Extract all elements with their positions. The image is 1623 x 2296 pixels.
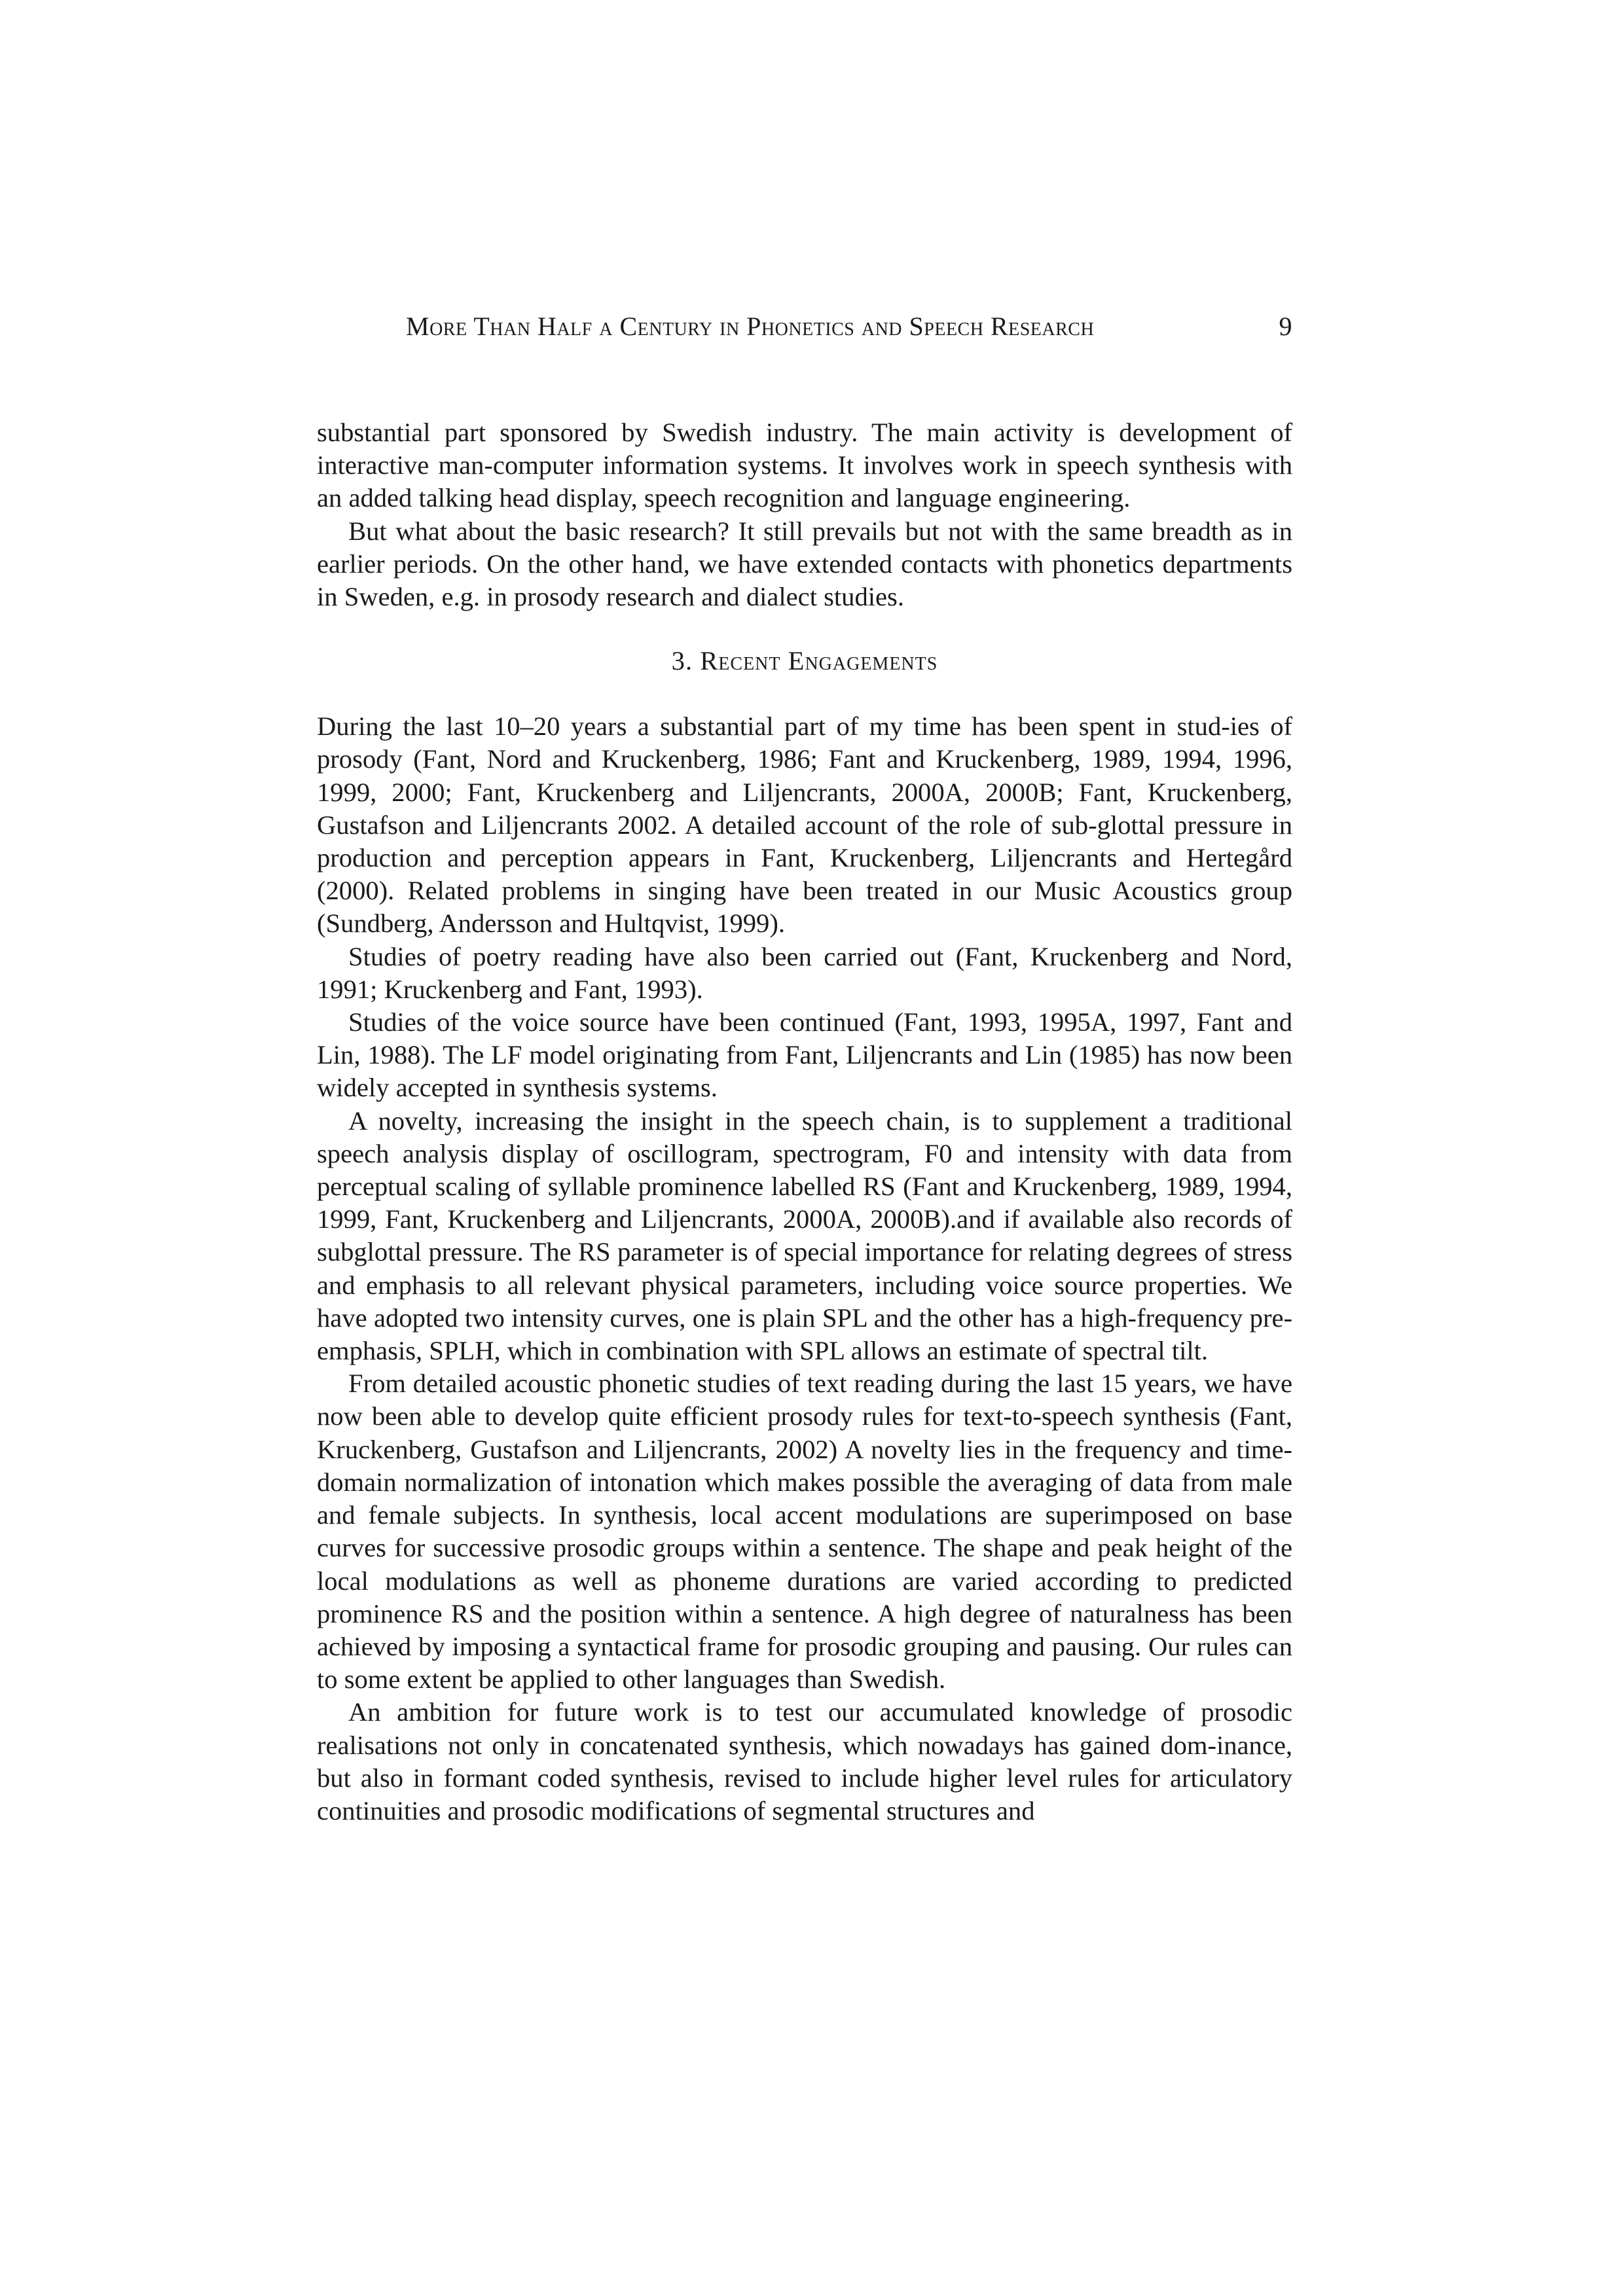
book-page (317, 311, 1292, 1827)
paragraph: From detailed acoustic phonetic studies of text reading during the last 15 years, we have now been able to develop quite efficient prosody rules for text-to-speech synthesis (Fant, Kruckenberg, Gustafson and Liljencrants, 2002) A novelty lies in the frequency and time-domain normalization of intonation which makes possible the averaging of data from male and female subjects. In synthesis, local accent modulations are superimposed on base curves for successive prosodic groups within a sentence. The shape and peak height of the local modulations as well as phoneme durations are varied according to predicted prominence RS and the position within a sentence. A high degree of naturalness has been achieved by imposing a syntactical frame for prosodic grouping and pausing. Our rules can to some extent be applied to other languages than Swedish. (317, 1369, 1292, 1695)
paragraph: substantial part sponsored by Swedish industry. The main activity is development of interactive man-computer information systems. It involves work in speech synthesis with an added talking head display, speech recognition and language engineering. (317, 418, 1292, 513)
paragraph: During the last 10–20 years a substantial part of my time has been spent in stud-ies of prosody (Fant, Nord and Kruckenberg, 1986; Fant and Kruckenberg, 1989, 1994, 1996, 1999, 2000; Fant, Kruckenberg and Liljencrants, 2000A, 2000B; Fant, Kruckenberg, Gustafson and Liljencrants 2002. A detailed account of the role of sub-glottal pressure in production and perception appears in Fant, Kruckenberg, Liljencrants and Hertegård (2000). Related problems in singing have been treated in our Music Acoustics group (Sundberg, Andersson and Hultqvist, 1999). (317, 711, 1292, 939)
paragraph: But what about the basic research? It still prevails but not with the same breadth as in earlier periods. On the other hand, we have extended contacts with phonetics departments in Sweden, e.g. in prosody research and dialect studies. (317, 516, 1292, 612)
paragraph: An ambition for future work is to test our accumulated knowledge of prosodic realisations not only in concatenated synthesis, which nowadays has gained dom-inance, but also in formant coded synthesis, revised to include higher level rules for articulatory continuities and prosodic modifications of segmental structures and (317, 1697, 1292, 1825)
page-number: 9 (1279, 312, 1292, 341)
section-heading: 3. Recent Engagements (671, 646, 938, 676)
paragraph: Studies of the voice source have been continued (Fant, 1993, 1995A, 1997, Fant and Lin, 1988). The LF model originating from Fant, Liljencrants and Lin (1985) has now been widely accepted in synthesis systems. (317, 1007, 1292, 1103)
body-text (317, 416, 1292, 1827)
running-header (317, 311, 1292, 350)
paragraph: A novelty, increasing the insight in the speech chain, is to supplement a traditional speech analysis display of oscillogram, spectrogram, F0 and intensity with data from perceptual scaling of syllable prominence labelled RS (Fant and Kruckenberg, 1989, 1994, 1999, Fant, Kruckenberg and Liljencrants, 2000A, 2000B).and if available also records of subglottal pressure. The RS parameter is of special importance for relating degrees of stress and emphasis to all relevant physical parameters, including voice source properties. We have adopted two intensity curves, one is plain SPL and the other has a high-frequency pre-emphasis, SPLH, which in combination with SPL allows an estimate of spectral tilt. (317, 1105, 1292, 1366)
paragraph: Studies of poetry reading have also been carried out (Fant, Kruckenberg and Nord, 1991; Kruckenberg and Fant, 1993). (317, 941, 1292, 1004)
running-title: More Than Half a Century in Phonetics and Speech Research (406, 312, 1095, 341)
